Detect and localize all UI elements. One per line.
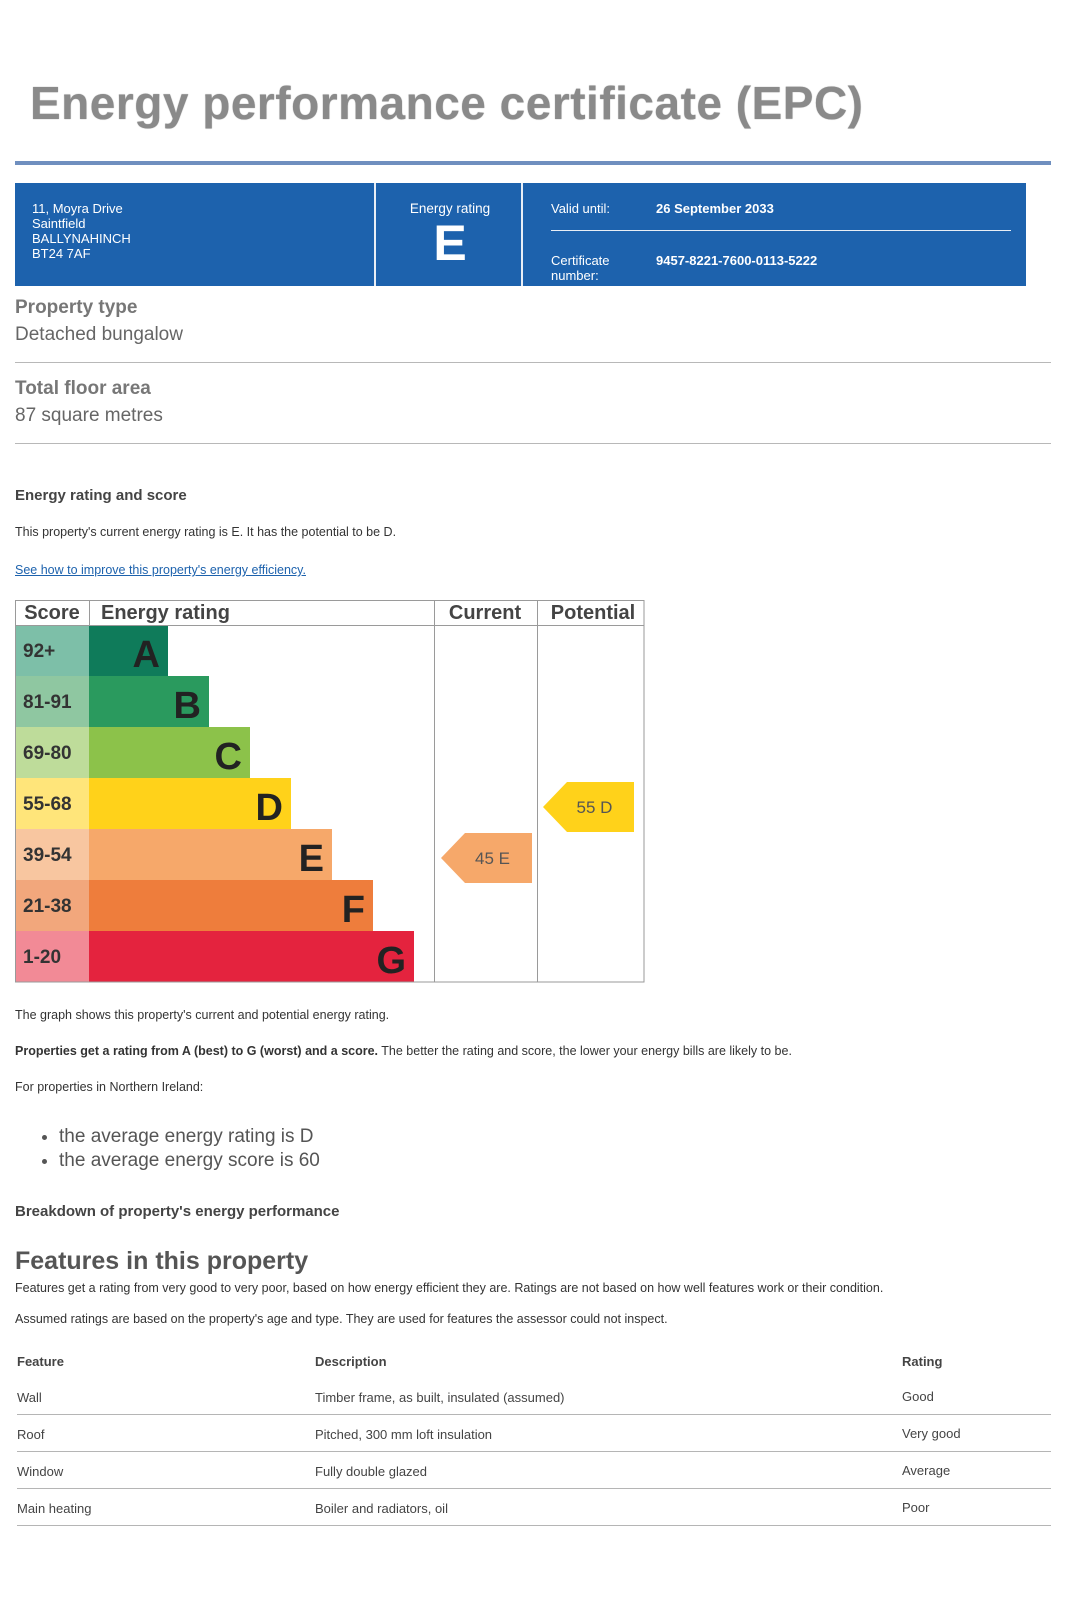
section-divider xyxy=(15,362,1051,363)
rating-letter-d: D xyxy=(255,787,283,829)
score-range-label: 1-20 xyxy=(23,947,62,968)
breakdown-heading: Breakdown of property's energy performance xyxy=(15,1203,340,1220)
address-line: Saintfield xyxy=(32,216,86,231)
score-range-label: 69-80 xyxy=(23,743,72,764)
rating-bar-g xyxy=(89,931,414,982)
list-item: • the average energy rating is D xyxy=(59,1125,320,1149)
address-line: 11, Moyra Drive xyxy=(32,201,123,216)
column-header-description: Description xyxy=(315,1354,387,1369)
energy-rating-letter: E xyxy=(433,215,467,271)
band-rule xyxy=(551,230,1011,231)
rating-letter-c: C xyxy=(214,736,242,778)
title-divider xyxy=(15,161,1051,165)
column-header-rating: Rating xyxy=(902,1354,943,1369)
rating-letter-g: G xyxy=(376,940,406,982)
feature-cell: Window xyxy=(17,1464,64,1479)
potential-rating-label: 55 D xyxy=(576,798,613,817)
rating-bar-e xyxy=(89,829,332,880)
chart-header-3: Potential xyxy=(550,602,636,624)
graph-caption: The graph shows this property's current and potential energy rating. xyxy=(15,1008,390,1022)
description-cell: Boiler and radiators, oil xyxy=(315,1501,448,1516)
rating-summary: This property's current energy rating is E. It has the potential to be D. xyxy=(15,525,397,539)
description-cell: Pitched, 300 mm loft insulation xyxy=(315,1427,493,1442)
certificate-number-label: Certificate number: xyxy=(551,253,610,283)
rating-bar-f xyxy=(89,880,373,931)
score-range-label: 92+ xyxy=(23,641,56,662)
rating-scale-note xyxy=(15,1044,792,1058)
row-divider xyxy=(17,1414,1051,1415)
feature-cell: Wall xyxy=(17,1390,42,1405)
floor-area-value: 87 square metres xyxy=(15,405,163,426)
rating-cell: Average xyxy=(902,1463,951,1478)
row-divider xyxy=(17,1488,1051,1489)
page-title: Energy performance certificate (EPC) xyxy=(30,77,864,129)
averages-list xyxy=(33,1125,320,1173)
rating-letter-a: A xyxy=(132,634,160,676)
property-type-label: Property type xyxy=(15,297,138,318)
features-intro: Features get a rating from very good to very poor, based on how energy efficient they are. Ratings are not based on how well features work or their condition. xyxy=(15,1281,884,1295)
features-heading: Features in this property xyxy=(15,1247,309,1275)
address-line: BT24 7AF xyxy=(32,246,91,261)
valid-until-value: 26 September 2033 xyxy=(656,201,774,216)
list-item: • the average energy score is 60 xyxy=(59,1149,320,1173)
energy-rating-label: Energy rating xyxy=(409,201,491,216)
score-range-label: 21-38 xyxy=(23,896,72,917)
ni-intro: For properties in Northern Ireland: xyxy=(15,1080,204,1094)
row-divider xyxy=(17,1525,1051,1526)
current-rating-label: 45 E xyxy=(475,849,510,868)
floor-area-label: Total floor area xyxy=(15,378,151,399)
row-divider xyxy=(17,1451,1051,1452)
score-range-label: 55-68 xyxy=(23,794,72,815)
features-assumed-note: Assumed ratings are based on the property's age and type. They are used for features the assessor could not inspect. xyxy=(15,1312,668,1326)
property-type-value: Detached bungalow xyxy=(15,324,183,345)
score-range-label: 39-54 xyxy=(23,845,72,866)
certificate-header-band xyxy=(15,183,1026,286)
rating-scale-note-text: The better the rating and score, the lower your energy bills are likely to be. xyxy=(378,1044,792,1058)
feature-cell: Roof xyxy=(17,1427,45,1442)
rating-letter-f: F xyxy=(341,889,365,931)
score-range-label: 81-91 xyxy=(23,692,72,713)
section-divider xyxy=(15,443,1051,444)
rating-letter-b: B xyxy=(173,685,201,727)
rating-letter-e: E xyxy=(298,838,324,880)
property-address xyxy=(32,201,131,261)
valid-until-label: Valid until: xyxy=(551,201,611,216)
rating-cell: Good xyxy=(902,1389,934,1404)
rating-cell: Very good xyxy=(902,1426,961,1441)
band-divider xyxy=(374,183,376,286)
rating-scale-note-bold: Properties get a rating from A (best) to G (worst) and a score. xyxy=(15,1044,379,1058)
description-cell: Fully double glazed xyxy=(315,1464,428,1479)
feature-cell: Main heating xyxy=(17,1501,92,1516)
energy-rating-chart xyxy=(15,600,655,990)
description-cell: Timber frame, as built, insulated (assumed) xyxy=(315,1390,565,1405)
certificate-number-value: 9457-8221-7600-0113-5222 xyxy=(656,253,818,268)
column-header-feature: Feature xyxy=(17,1354,64,1369)
energy-rating-heading: Energy rating and score xyxy=(15,487,187,504)
address-line: BALLYNAHINCH xyxy=(32,231,131,246)
chart-header-1: Energy rating xyxy=(101,602,230,624)
chart-header-0: Score xyxy=(24,602,80,624)
rating-cell: Poor xyxy=(902,1500,930,1515)
chart-header-2: Current xyxy=(448,602,522,624)
improve-efficiency-link[interactable]: See how to improve this property's energy efficiency. xyxy=(15,563,306,577)
